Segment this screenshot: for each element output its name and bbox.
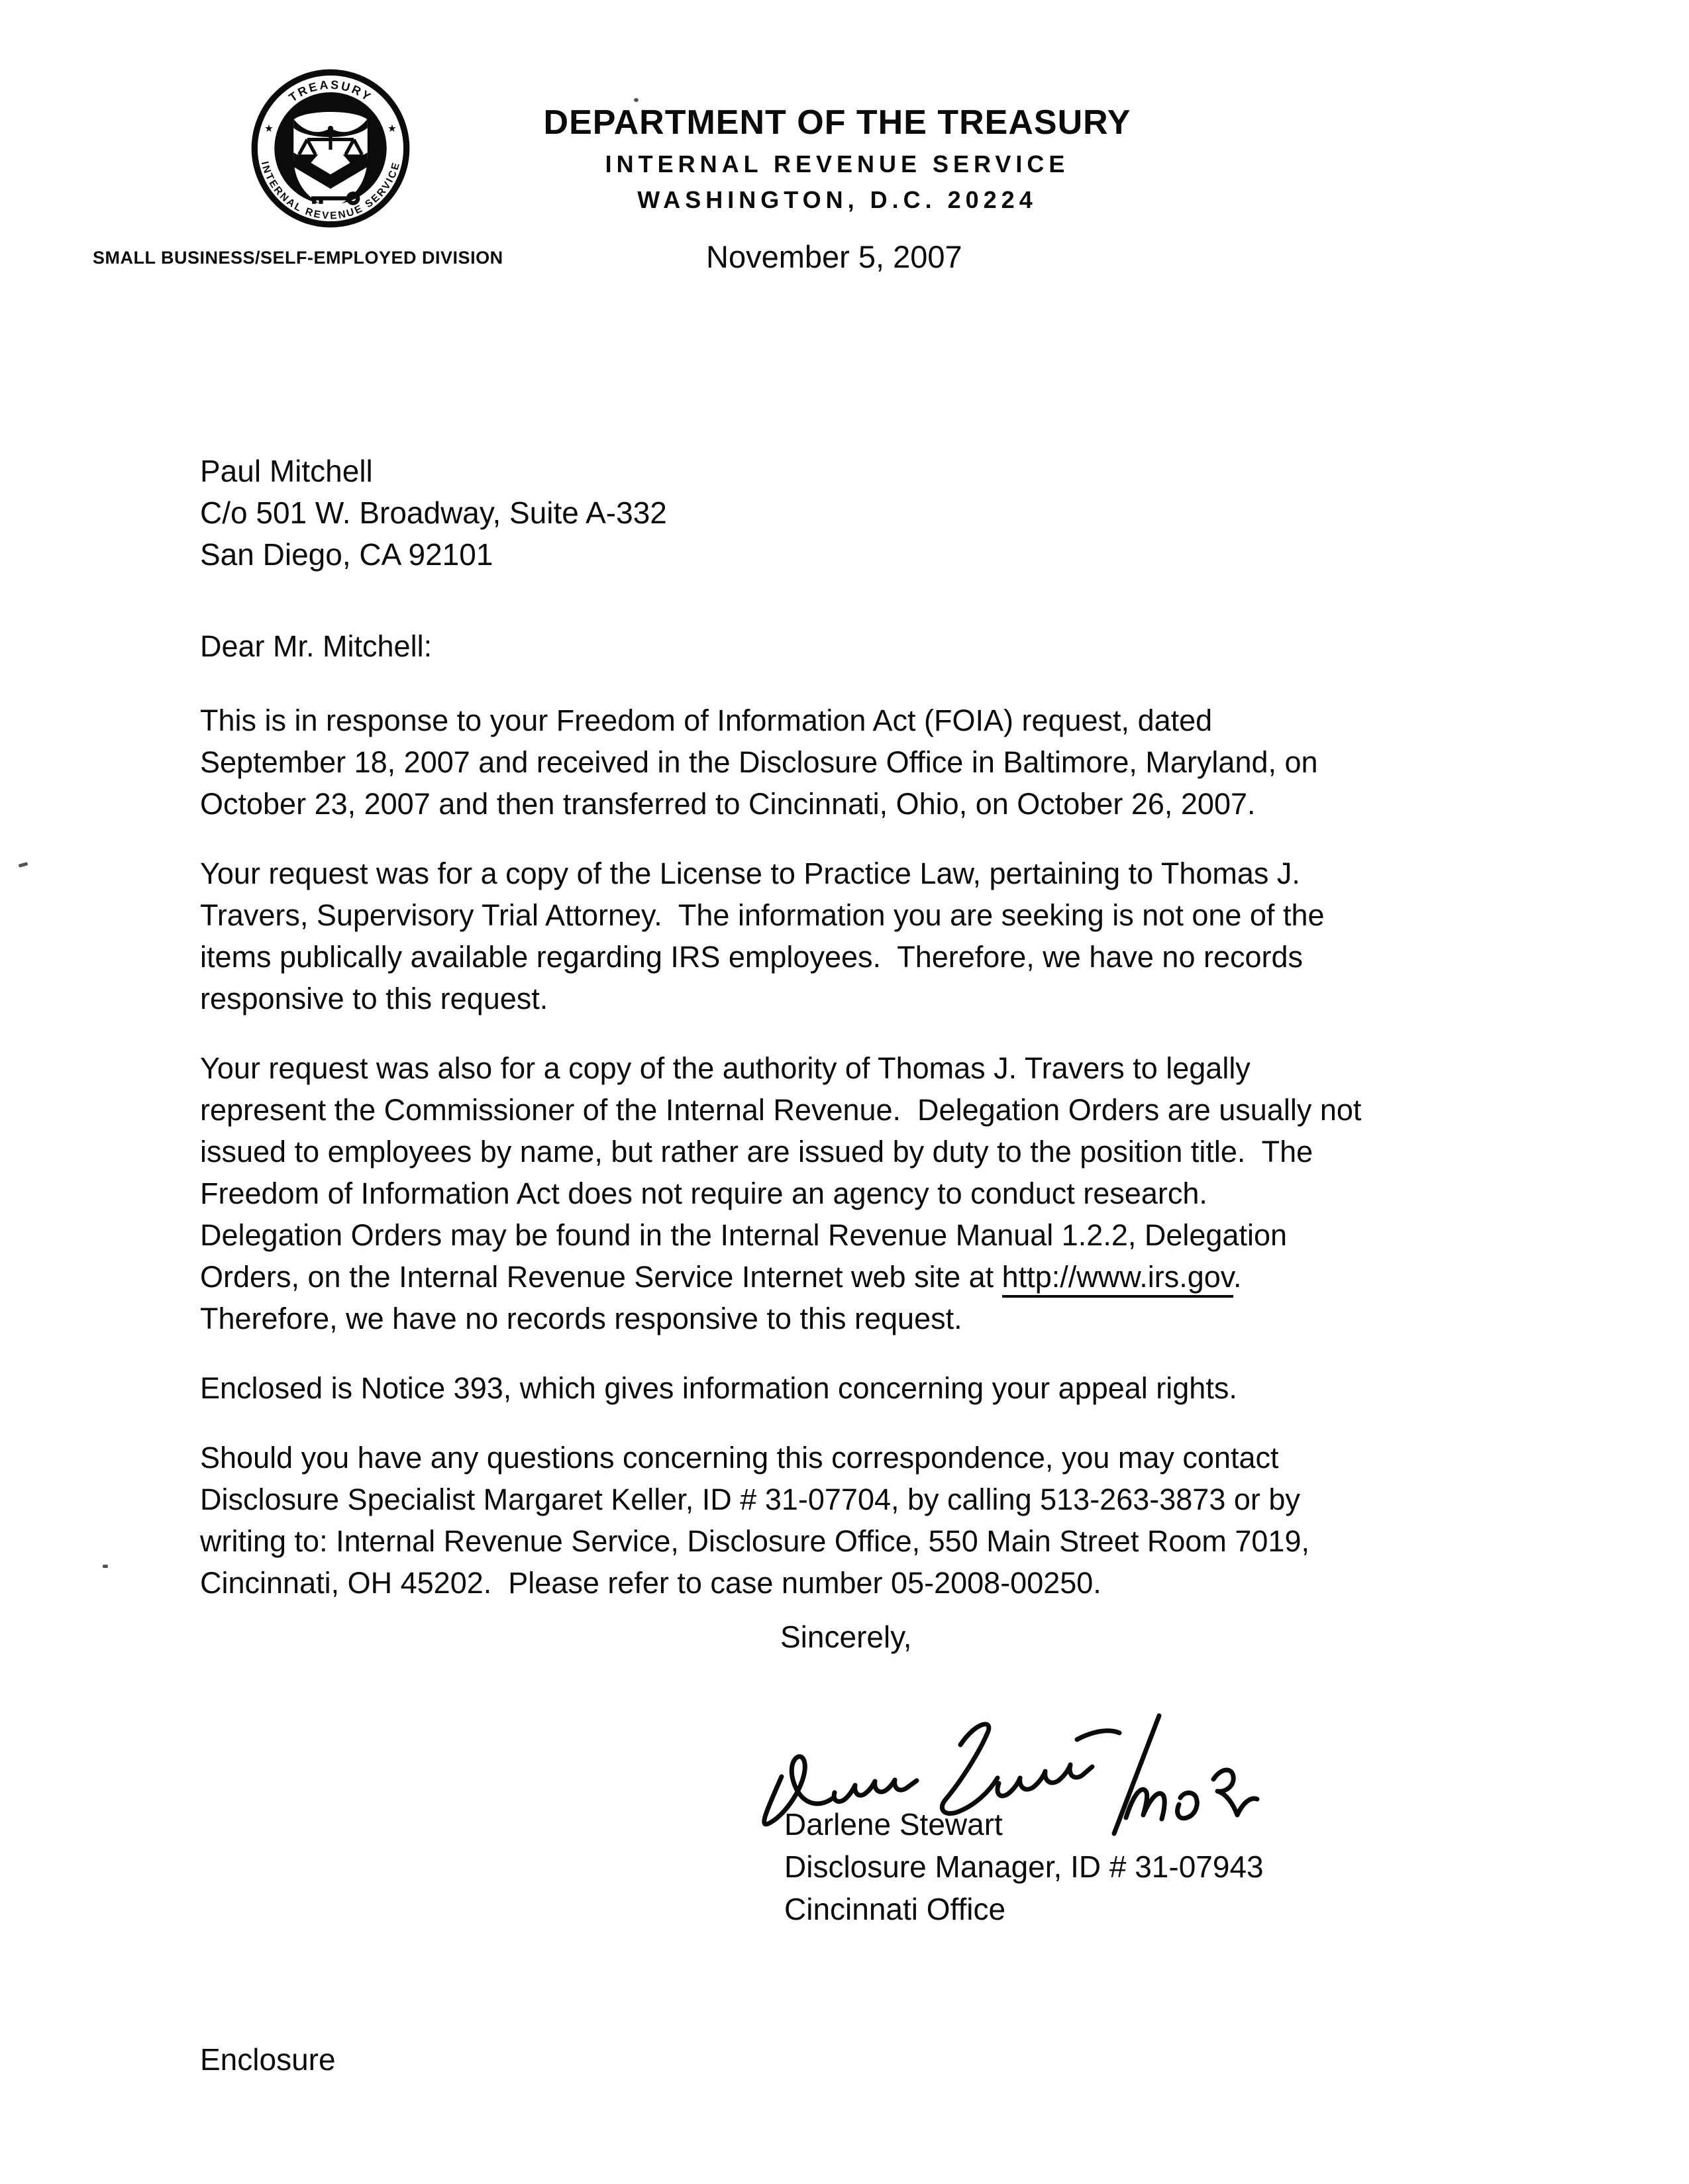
signer-block xyxy=(784,1803,1264,1930)
paragraph-5 xyxy=(200,1437,1604,1604)
body-line: Disclosure Specialist Margaret Keller, ID # 31-07704, by calling 513-263-3873 or by xyxy=(200,1482,1300,1516)
body-line: September 18, 2007 and received in the Disclosure Office in Baltimore, Maryland, on xyxy=(200,745,1318,779)
body-line: responsive to this request. xyxy=(200,982,548,1015)
body-line: Should you have any questions concerning this correspondence, you may contact xyxy=(200,1441,1279,1475)
body-line: Freedom of Information Act does not require an agency to conduct research. xyxy=(200,1176,1207,1210)
body-line: This is in response to your Freedom of Information Act (FOIA) request, dated xyxy=(200,703,1213,737)
paragraph-1 xyxy=(200,700,1604,825)
body-line: Cincinnati, OH 45202. Please refer to case number 05-2008-00250. xyxy=(200,1566,1101,1600)
signer-office: Cincinnati Office xyxy=(784,1892,1006,1926)
paragraph-4 xyxy=(200,1367,1604,1409)
valediction: Sincerely, xyxy=(780,1620,912,1654)
body-line-with-link xyxy=(200,1256,1604,1298)
signer-name: Darlene Stewart xyxy=(784,1807,1003,1842)
enclosure-note: Enclosure xyxy=(200,2042,336,2077)
scan-artifact xyxy=(19,862,28,867)
recipient-address-block xyxy=(200,450,667,576)
letterhead-department: DEPARTMENT OF THE TREASURY xyxy=(543,103,1131,142)
scan-artifact xyxy=(634,98,639,102)
body-line: Your request was for a copy of the License to Practice Law, pertaining to Thomas J. xyxy=(200,857,1300,890)
seal-right-star-icon: ★ xyxy=(387,123,397,135)
body-line: writing to: Internal Revenue Service, Disclosure Office, 550 Main Street Room 7019, xyxy=(200,1524,1309,1558)
letterhead xyxy=(473,103,1202,221)
paragraph-3 xyxy=(200,1047,1604,1339)
recipient-city: San Diego, CA 92101 xyxy=(200,537,493,572)
body-line: items publically available regarding IRS employees. Therefore, we have no records xyxy=(200,940,1304,974)
signer-title: Disclosure Manager, ID # 31-07943 xyxy=(784,1849,1264,1884)
body-line: Enclosed is Notice 393, which gives information concerning your appeal rights. xyxy=(200,1371,1237,1405)
division-label: SMALL BUSINESS/SELF-EMPLOYED DIVISION xyxy=(93,248,503,268)
letter-date: November 5, 2007 xyxy=(706,239,962,274)
body-line: represent the Commissioner of the Internal Revenue. Delegation Orders are usually not xyxy=(200,1093,1362,1127)
recipient-name: Paul Mitchell xyxy=(200,454,373,488)
body-line: October 23, 2007 and then transferred to Cincinnati, Ohio, on October 26, 2007. xyxy=(200,787,1256,821)
seal-left-star-icon: ★ xyxy=(264,123,274,135)
seal-top-text: TREASURY xyxy=(286,78,375,105)
scan-artifact xyxy=(103,1565,108,1568)
irs-website-link[interactable]: http://www.irs.gov xyxy=(1002,1260,1233,1298)
letter-body xyxy=(200,625,1604,1632)
paragraph-2 xyxy=(200,853,1604,1019)
body-line: Travers, Supervisory Trial Attorney. The information you are seeking is not one of the xyxy=(200,898,1325,932)
salutation: Dear Mr. Mitchell: xyxy=(200,629,433,663)
link-line-post: . xyxy=(1233,1260,1242,1294)
body-line: Your request was also for a copy of the authority of Thomas J. Travers to legally xyxy=(200,1051,1251,1085)
letterhead-service: INTERNAL REVENUE SERVICE xyxy=(605,150,1070,178)
seal-bottom-text: INTERNAL REVENUE SERVICE xyxy=(258,160,403,222)
letterhead-city: WASHINGTON, D.C. 20224 xyxy=(637,186,1037,213)
body-line: Therefore, we have no records responsive to this request. xyxy=(200,1302,962,1335)
body-line: Delegation Orders may be found in the Internal Revenue Manual 1.2.2, Delegation xyxy=(200,1218,1288,1252)
closing-block xyxy=(780,1619,1509,1963)
link-line-pre: Orders, on the Internal Revenue Service Internet web site at xyxy=(200,1260,1002,1294)
treasury-irs-seal-icon xyxy=(248,66,413,231)
body-line: issued to employees by name, but rather are issued by duty to the position title. The xyxy=(200,1135,1313,1169)
recipient-street: C/o 501 W. Broadway, Suite A-332 xyxy=(200,495,667,530)
